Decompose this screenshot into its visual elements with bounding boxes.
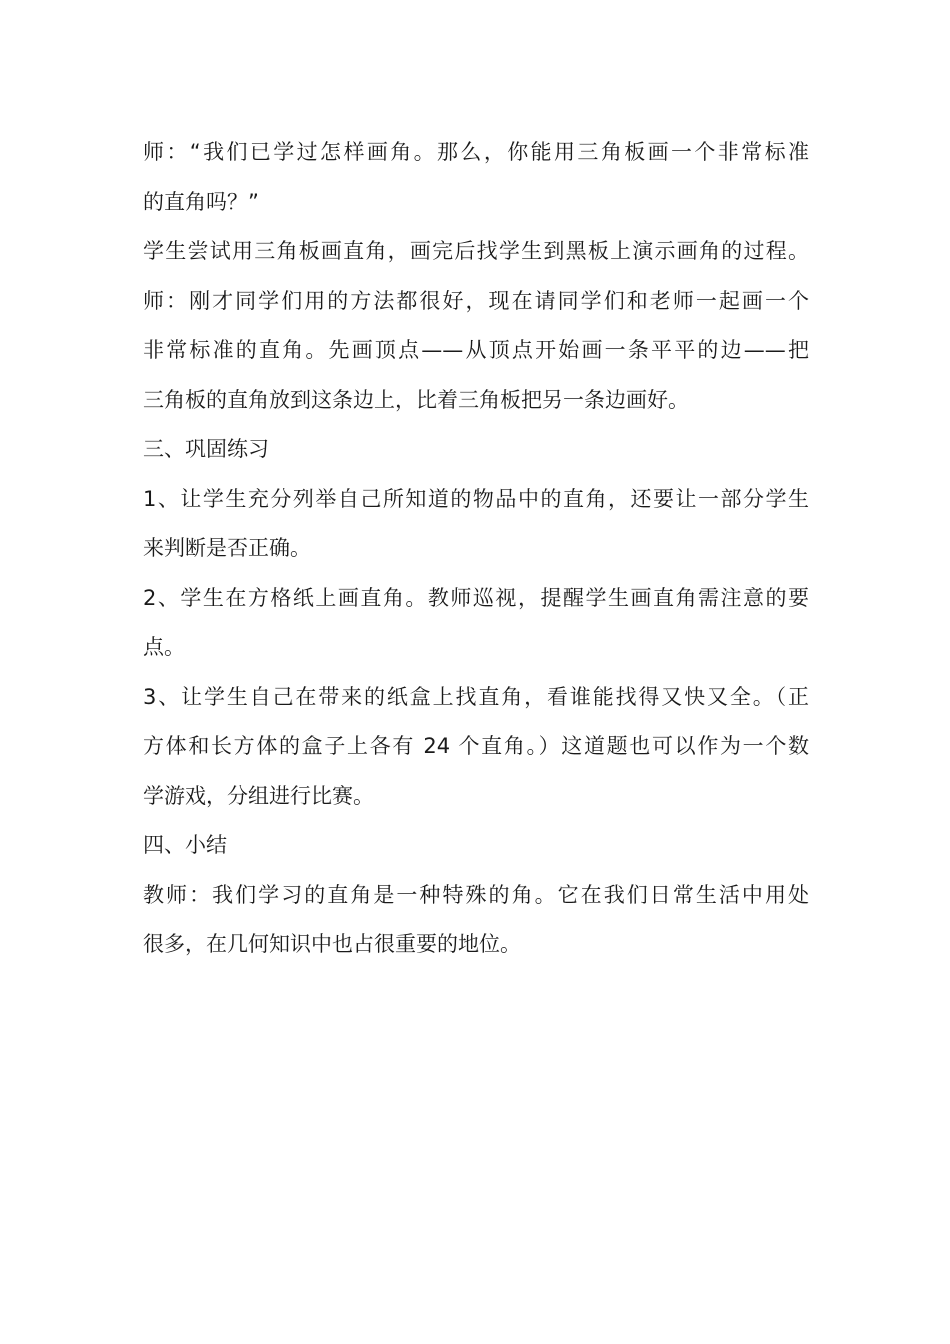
text-line: 来判断是否正确。 — [143, 536, 311, 560]
section-heading: 三、巩固练习 — [143, 437, 269, 461]
text-line: 学游戏，分组进行比赛。 — [143, 783, 374, 808]
text-line: 1、让学生充分列举自己所知道的物品中的直角，还要让一部分学生 — [143, 486, 809, 511]
text-line: 点。 — [143, 635, 185, 659]
text-line: 的直角吗？” — [143, 189, 259, 214]
text-line: 师：“我们已学过怎样画角。那么，你能用三角板画一个非常标准 — [143, 140, 809, 164]
document-body — [143, 128, 809, 970]
text-line: 师：刚才同学们用的方法都很好，现在请同学们和老师一起画一个 — [143, 288, 809, 313]
text-line: 2、学生在方格纸上画直角。教师巡视，提醒学生画直角需注意的要 — [143, 585, 809, 610]
text-line: 非常标准的直角。先画顶点——从顶点开始画一条平平的边——把 — [143, 338, 809, 362]
text-line: 很多，在几何知识中也占很重要的地位。 — [143, 932, 521, 956]
text-line: 方体和长方体的盒子上各有 24 个直角。）这道题也可以作为一个数 — [143, 734, 809, 758]
text-line: 3、让学生自己在带来的纸盒上找直角，看谁能找得又快又全。（正 — [143, 684, 809, 709]
text-line: 学生尝试用三角板画直角，画完后找学生到黑板上演示画角的过程。 — [143, 239, 809, 263]
section-heading: 四、小结 — [143, 833, 227, 857]
text-line: 教师：我们学习的直角是一种特殊的角。它在我们日常生活中用处 — [143, 882, 809, 907]
text-line: 三角板的直角放到这条边上，比着三角板把另一条边画好。 — [143, 387, 689, 412]
